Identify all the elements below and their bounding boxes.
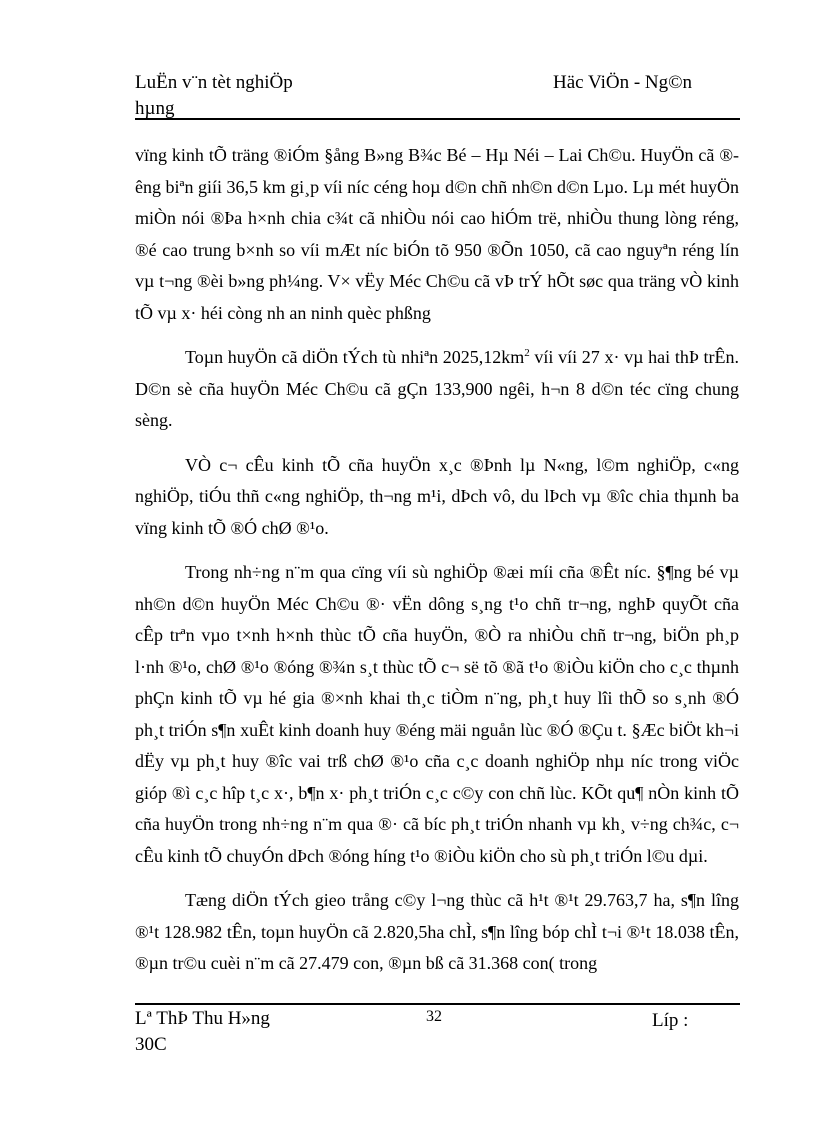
footer-author-name: Lª ThÞ Thu H»ng — [135, 1008, 270, 1029]
paragraph-4: Trong nh÷ng n¨m qua cïng víi sù nghiÖp ®æi míi cña ®Êt níc. §¶ng bé vµ nh©n d©n huyÖn Méc Ch©u ®· vËn dông s¸ng t¹o chñ tr¬ng, nghÞ quyÕt cña cÊp trªn vµo t×nh h×nh thùc tÕ cña huyÖn, ®Ò ra nhiÒu chñ tr¬ng, biÖn ph¸p l·nh ®¹o, chØ ®¹o ®óng ®¾n s¸t thùc tÕ c¬ së tõ ®ã t¹o ®iÒu kiÖn cho c¸c thµnh phÇn kinh tÕ vµ hé gia ®×nh khai th¸c tiÒm n¨ng, ph¸t huy lîi thÕ so s¸nh ®Ó ph¸t triÓn s¶n xuÊt kinh doanh huy ®éng mäi nguån lùc ®Ó ®Çu t. §Æc biÖt kh¬i dËy vµ ph¸t huy ®îc vai trß chØ ®¹o cña c¸c doanh nghiÖp nhµ níc trong viÖc gióp ®ì c¸c hîp t¸c x·, b¶n x· ph¸t triÓn c¸c c©y con chñ lùc. KÕt qu¶ nÒn kinh tÕ cña huyÖn trong nh÷ng n¨m qua ®· cã bíc ph¸t triÓn nhanh vµ kh¸ v÷ng ch¾c, c¬ cÊu kinh tÕ chuyÓn dÞch ®óng híng t¹o ®iÒu kiÖn cho sù ph¸t triÓn l©u dµi. — [135, 562, 739, 866]
body-text — [135, 140, 739, 993]
paragraph-2 — [135, 342, 739, 437]
footer-author — [135, 1006, 270, 1058]
header-title — [135, 70, 293, 122]
header-institution: Häc ViÖn - Ng©n — [553, 72, 693, 93]
paragraph-2-text-b: víi víi 27 x· vµ hai thÞ trÊn. D©n sè cña huyÖn Méc Ch©u cã gÇn 133,900 ngêi, h¬n 8 d©n téc cïng chung sèng. — [135, 347, 739, 430]
footer-class-label: Líp : — [652, 1010, 689, 1031]
footer-author-class: 30C — [135, 1034, 167, 1055]
paragraph-2-text-a: Toµn huyÖn cã diÖn tÝch tù nhiªn 2025,12km — [185, 347, 525, 367]
paragraph-5: Tæng diÖn tÝch gieo trång c©y l¬ng thùc cã h¹t ®¹t 29.763,7 ha, s¶n lîng ®¹t 128.982 tÊn, toµn huyÖn cã 2.820,5ha chÌ, s¶n lîng bóp chÌ t¬i ®¹t 18.038 tÊn, ®µn tr©u cuèi n¨m cã 27.479 con, ®µn bß cã 31.368 con( trong — [135, 890, 739, 973]
page-number: 32 — [426, 1008, 442, 1025]
footer-divider — [135, 1003, 740, 1005]
paragraph-3: VÒ c¬ cÊu kinh tÕ cña huyÖn x¸c ®Þnh lµ N«ng, l©m nghiÖp, c«ng nghiÖp, tiÓu thñ c«ng nghiÖp, th¬ng m¹i, dÞch vô, du lÞch vµ ®îc chia thµnh ba vïng kinh tÕ ®Ó chØ ®¹o. — [135, 454, 739, 538]
header-divider — [135, 118, 740, 120]
superscript-2: 2 — [524, 347, 530, 359]
paragraph-1: vïng kinh tÕ träng ®iÓm §ång B»ng B¾c Bé – Hµ Néi – Lai Ch©u. HuyÖn cã ®êng biªn giíi 36,5 km gi¸p víi níc céng hoµ d©n chñ nh©n d©n Lµo. Lµ mét huyÖn miÒn nói ®Þa h×nh chia c¾t cã nhiÒu nói cao hiÓm trë, nhiÒu thung lòng réng, ®é cao trung b×nh so víi mÆt níc biÓn tõ 950 ®Õn 1050, cã cao nguyªn réng lín vµ t¬ng ®èi b»ng ph¼ng. V× vËy Méc Ch©u cã vÞ trÝ hÕt søc qua träng vÒ kinh tÕ vµ x· héi còng nh an ninh quèc phßng — [135, 145, 739, 323]
header-title-line2: hµng — [135, 98, 175, 119]
header-title-line1: LuËn v¨n tèt nghiÖp — [135, 72, 293, 93]
